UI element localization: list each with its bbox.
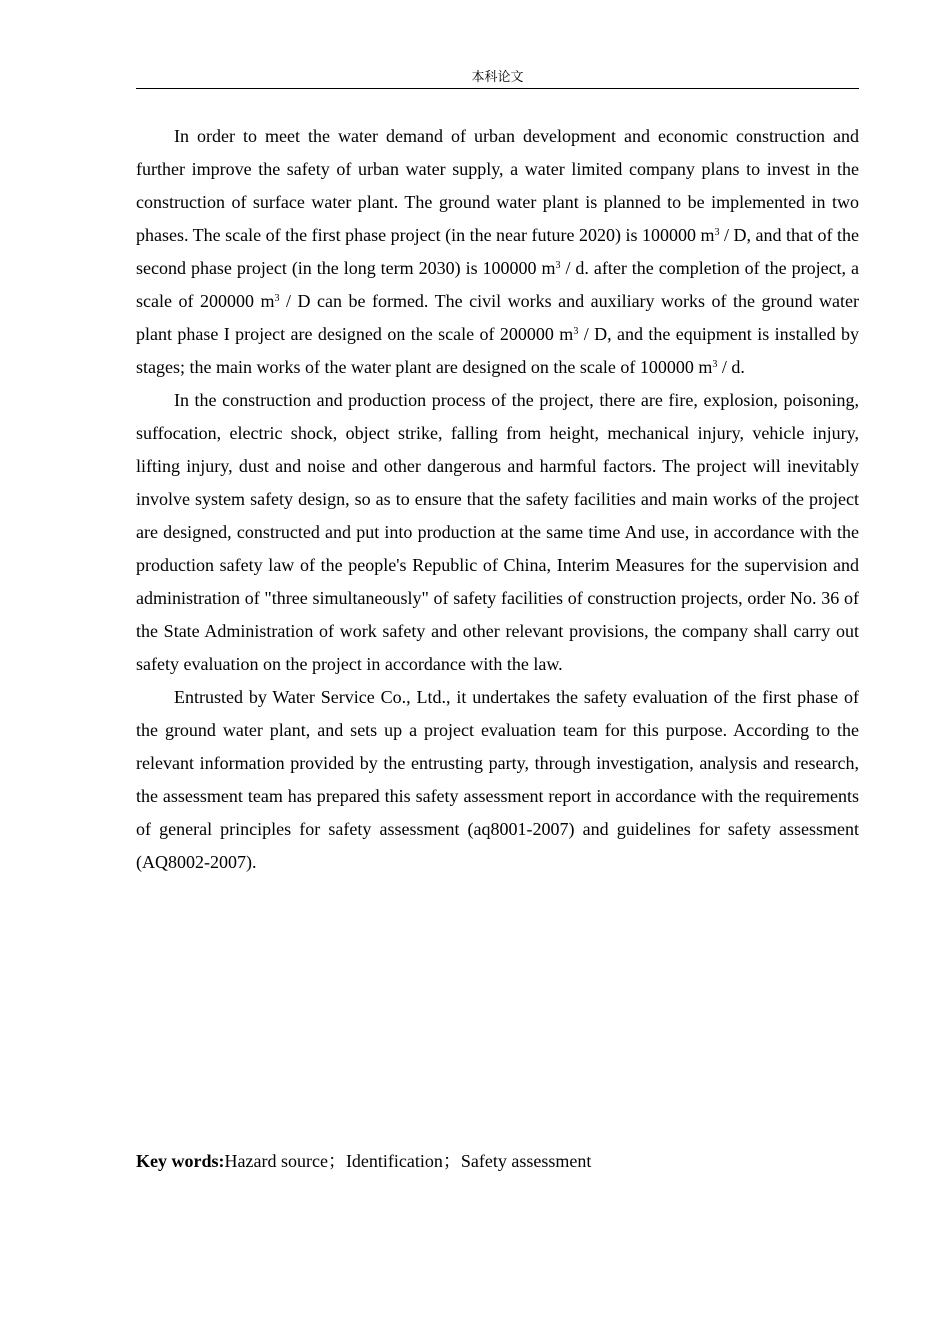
superscript: 3 [573,326,579,337]
paragraph-text: / d. after the completion of the project, a scale of 200000 m [136,258,860,311]
superscript: 3 [712,359,718,370]
superscript: 3 [555,260,561,271]
paragraph-3: Entrusted by Water Service Co., Ltd., it undertakes the safety evaluation of the first phase of the ground water plant, and sets up a project evaluation team for this purpose. According to the relevant information provided by the entrusting party, through investigation, analysis and research, the assessment team has prepared this safety assessment report in accordance with the requirements of general principles for safety assessment (aq8001-2007) and guidelines for safety assessment (AQ8002-2007). [136,687,859,872]
keywords-line [136,1145,591,1178]
paragraph-text: / D can be formed. The civil works and auxiliary works of the ground water plant phase I project are designed on the scale of 200000 m [136,291,860,344]
page-header [136,68,859,89]
paragraph-text: / D, and that of the second phase project (in the long term 2030) is 100000 m [136,225,860,278]
paragraph-2: In the construction and production process of the project, there are fire, explosion, poisoning, suffocation, electric shock, object strike, falling from height, mechanical injury, vehicle injury, lifting injury, dust and noise and other dangerous and harmful factors. The project will inevitably involve system safety design, so as to ensure that the safety facilities and main works of the project are designed, constructed and put into production at the same time And use, in accordance with the production safety law of the people's Republic of China, Interim Measures for the supervision and administration of "three simultaneously" of safety facilities of construction projects, order No. 36 of the State Administration of work safety and other relevant provisions, the company shall carry out safety evaluation on the project in accordance with the law. [136,390,859,674]
header-title: 本科论文 [471,70,524,85]
superscript: 3 [274,293,280,304]
paragraph-text: In order to meet the water demand of urban development and economic construction and further improve the safety of urban water supply, a water limited company plans to invest in the construction of surface water plant. The ground water plant is planned to be implemented in two phases. The scale of the first phase project (in the near future 2020) is 100000 m [136,126,859,245]
keywords-items: Hazard source；Identification；Safety assessment [224,1151,592,1171]
paragraph-1 [136,120,859,384]
superscript: 3 [714,227,720,238]
paragraph-text: / D, and the equipment is installed by stages; the main works of the water plant are designed on the scale of 100000 m [136,324,859,377]
paragraph-text: / d. [717,357,745,377]
abstract-body [136,120,859,879]
keywords-label: Key words: [136,1151,225,1171]
